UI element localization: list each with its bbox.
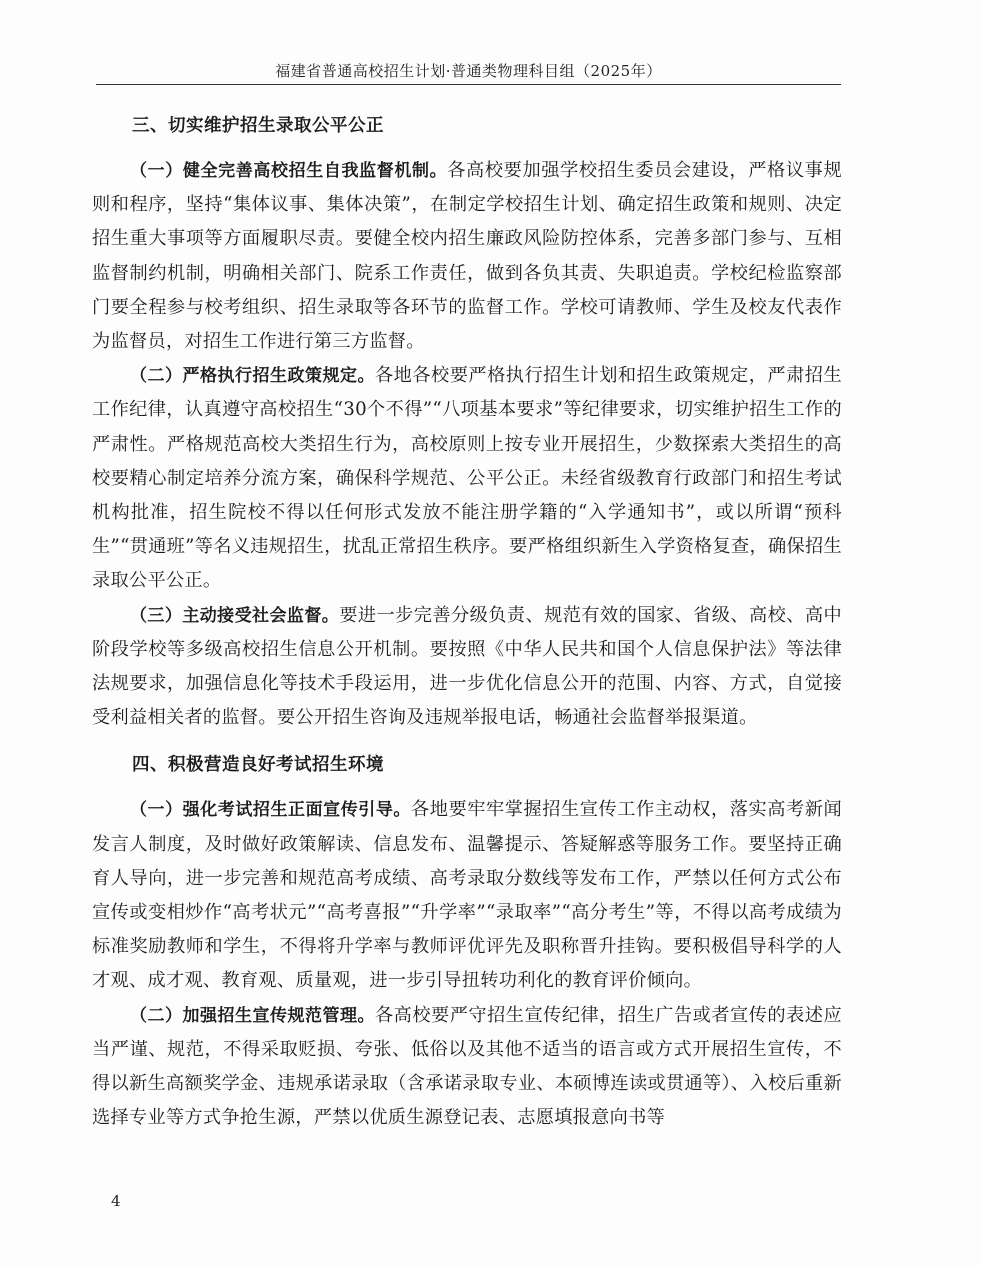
page-number: 4 xyxy=(111,1192,121,1210)
section-4 xyxy=(92,751,842,1135)
paragraph xyxy=(92,793,842,998)
section-heading: 四、积极营造良好考试招生环境 xyxy=(132,755,384,776)
paragraph-lead: （二）严格执行招生政策规定。 xyxy=(130,366,375,387)
paragraph-text: 要进一步完善分级负责、规范有效的国家、省级、高校、高中阶段学校等多级高校招生信息公开机制。要按照《中华人民共和国个人信息保护法》等法律法规要求，加强信息化等技术手段运用，进一步优化信息公开的范围、内容、方式，自觉接受利益相关者的监督。要公开招生咨询及违规举报电话，畅通社会监督举报渠道。 xyxy=(92,604,842,729)
running-header: 福建省普通高校招生计划·普通类物理科目组（2025年） xyxy=(275,62,662,80)
paragraph-text: 各高校要严守招生宣传纪律，招生广告或者宣传的表述应当严谨、规范，不得采取贬损、夸张、低俗以及其他不适当的语言或方式开展招生宣传，不得以新生高额奖学金、违规承诺录取（含承诺录取专业、本硕博连读或贯通等）、入校后重新选择专业等方式争抢生源，严禁以优质生源登记表、志愿填报意向书等 xyxy=(92,1004,842,1129)
paragraph xyxy=(92,599,842,736)
paragraph xyxy=(92,154,842,359)
paragraph-lead: （一）强化考试招生正面宣传引导。 xyxy=(130,800,411,821)
paragraph-lead: （一）健全完善高校招生自我监督机制。 xyxy=(130,161,448,181)
paragraph-text: 各地各校要严格执行招生计划和招生政策规定，严肃招生工作纪律，认真遵守高校招生“30个不得”“八项基本要求”等纪律要求，切实维护招生工作的严肃性。严格规范高校大类招生行为，高校原则上按专业开展招生，少数探索大类招生的高校要精心制定培养分流方案，确保科学规范、公平公正。未经省级教育行政部门和招生考试机构批准，招生院校不得以任何形式发放不能注册学籍的“入学通知书”，或以所谓“预科生”“贯通班”等名义违规招生，扰乱正常招生秩序。要严格组织新生入学资格复查，确保招生录取公平公正。 xyxy=(92,365,842,592)
document-body xyxy=(92,112,842,1135)
paragraph-lead: （三）主动接受社会监督。 xyxy=(130,605,340,626)
section-gap xyxy=(92,735,842,751)
paragraph xyxy=(92,999,842,1136)
paragraph-lead: （二）加强招生宣传规范管理。 xyxy=(130,1005,375,1026)
paragraph-text: 各高校要加强学校招生委员会建设，严格议事规则和程序，坚持“集体议事、集体决策”，在制定学校招生计划、确定招生政策和规则、决定招生重大事项等方面履职尽责。要健全校内招生廉政风险防控体系，完善多部门参与、互相监督制约机制，明确相关部门、院系工作责任，做到各负其责、失职追责。学校纪检监察部门要全程参与校考组织、招生录取等各环节的监督工作。学校可请教师、学生及校友代表作为监督员，对招生工作进行第三方监督。 xyxy=(92,160,842,353)
section-heading: 三、切实维护招生录取公平公正 xyxy=(132,116,384,136)
paragraph-text: 各地要牢牢掌握招生宣传工作主动权，落实高考新闻发言人制度，及时做好政策解读、信息发布、温馨提示、答疑解惑等服务工作。要坚持正确育人导向，进一步完善和规范高考成绩、高考录取分数线等发布工作，严禁以任何方式公布宣传或变相炒作“高考状元”“高考喜报”“升学率”“录取率”“高分考生”等，不得以高考成绩为标准奖励教师和学生，不得将升学率与教师评优评先及职称晋升挂钩。要积极倡导科学的人才观、成才观、教育观、质量观，进一步引导扭转功利化的教育评价倾向。 xyxy=(92,799,842,992)
paragraph xyxy=(92,359,842,598)
section-3 xyxy=(92,112,842,735)
header-rule xyxy=(96,84,841,85)
